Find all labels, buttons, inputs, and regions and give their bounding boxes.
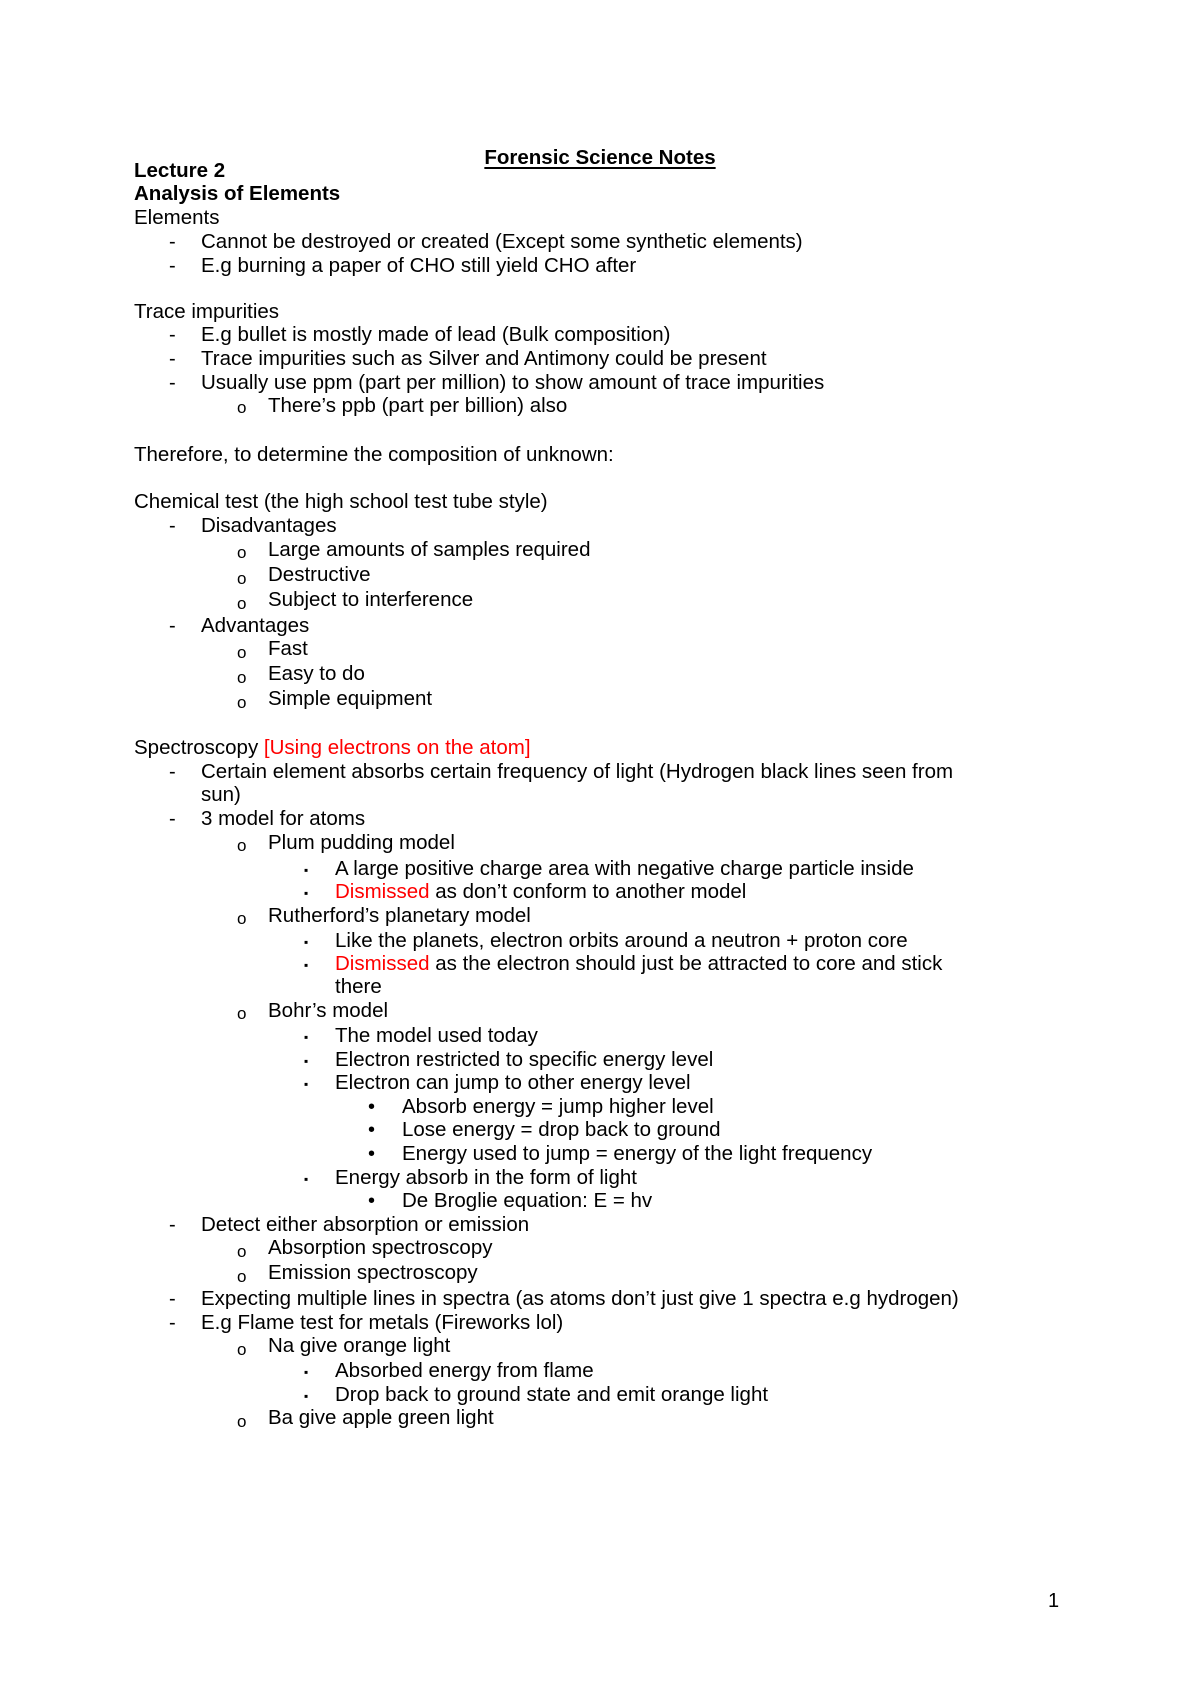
list-item: Cannot be destroyed or created (Except some synthetic elements) <box>201 230 803 253</box>
dash-marker: - <box>169 808 176 830</box>
dash-marker: - <box>169 1288 176 1310</box>
list-item: Electron restricted to specific energy level <box>335 1048 714 1071</box>
square-marker: ▪ <box>304 1077 309 1091</box>
list-item: Rutherford’s planetary model <box>268 904 531 927</box>
list-item: Emission spectroscopy <box>268 1261 478 1284</box>
dismissed-label: Dismissed <box>335 952 430 975</box>
square-marker: ▪ <box>304 935 309 949</box>
lecture-label: Lecture 2 <box>134 159 226 182</box>
list-item: Absorb energy = jump higher level <box>402 1095 714 1118</box>
list-item: Expecting multiple lines in spectra (as atoms don’t just give 1 spectra e.g hydrogen) <box>201 1287 959 1310</box>
circle-marker: o <box>237 909 247 928</box>
list-item: Absorbed energy from flame <box>335 1359 594 1382</box>
list-item: E.g Flame test for metals (Fireworks lol) <box>201 1311 564 1334</box>
list-item: E.g burning a paper of CHO still yield CHO after <box>201 254 637 277</box>
dash-marker: - <box>169 515 176 537</box>
list-item: The model used today <box>335 1024 538 1047</box>
circle-marker: o <box>237 1242 247 1261</box>
list-item: Usually use ppm (part per million) to show amount of trace impurities <box>201 371 825 394</box>
list-item: Plum pudding model <box>268 831 455 854</box>
list-item: Energy absorb in the form of light <box>335 1166 637 1189</box>
circle-marker: o <box>237 836 247 855</box>
square-marker: ▪ <box>304 886 309 900</box>
dash-marker: - <box>169 1312 176 1334</box>
spectroscopy-note: [Using electrons on the atom] <box>263 736 531 759</box>
therefore-text: Therefore, to determine the composition of unknown: <box>134 443 614 466</box>
list-item: Bohr’s model <box>268 999 389 1022</box>
list-item: Ba give apple green light <box>268 1406 494 1429</box>
list-item: Electron can jump to other energy level <box>335 1071 691 1094</box>
circle-marker: o <box>237 643 247 662</box>
list-item: Easy to do <box>268 662 365 685</box>
circle-marker: o <box>237 1004 247 1023</box>
list-item: Absorption spectroscopy <box>268 1236 493 1259</box>
trace-heading: Trace impurities <box>134 300 280 323</box>
square-marker: ▪ <box>304 958 309 972</box>
square-marker: ▪ <box>304 1030 309 1044</box>
list-item: Trace impurities such as Silver and Antimony could be present <box>201 347 767 370</box>
list-item: Fast <box>268 637 308 660</box>
list-item: Drop back to ground state and emit orange light <box>335 1383 769 1406</box>
document-title: Forensic Science Notes <box>484 146 716 169</box>
disadvantages-label: Disadvantages <box>201 514 337 537</box>
circle-marker: o <box>237 1412 247 1431</box>
dash-marker: - <box>169 348 176 370</box>
list-item: Detect either absorption or emission <box>201 1213 530 1236</box>
dash-marker: - <box>169 761 176 783</box>
circle-marker: o <box>237 569 247 588</box>
list-item-continued: sun) <box>201 783 241 806</box>
list-item: A large positive charge area with negative charge particle inside <box>335 857 914 880</box>
square-marker: ▪ <box>304 1365 309 1379</box>
square-marker: ▪ <box>304 1172 309 1186</box>
list-item: Energy used to jump = energy of the light frequency <box>402 1142 873 1165</box>
spectroscopy-title: Spectroscopy <box>134 736 259 759</box>
dot-marker: • <box>368 1119 376 1141</box>
dismissed-label: Dismissed <box>335 880 430 903</box>
circle-marker: o <box>237 398 247 417</box>
list-item: Na give orange light <box>268 1334 451 1357</box>
dash-marker: - <box>169 231 176 253</box>
dash-marker: - <box>169 324 176 346</box>
circle-marker: o <box>237 1340 247 1359</box>
list-item: Large amounts of samples required <box>268 538 591 561</box>
list-item <box>335 879 746 905</box>
dismissed-reason: as don’t conform to another model <box>429 880 747 903</box>
dismissed-reason: as the electron should just be attracted to core and stick <box>429 952 943 975</box>
dash-marker: - <box>169 615 176 637</box>
list-item: Certain element absorbs certain frequency of light (Hydrogen black lines seen from <box>201 760 954 783</box>
list-item-continued: there <box>335 975 382 998</box>
square-marker: ▪ <box>304 1389 309 1403</box>
dot-marker: • <box>368 1096 376 1118</box>
spectroscopy-heading <box>134 735 531 761</box>
circle-marker: o <box>237 668 247 687</box>
circle-marker: o <box>237 1267 247 1286</box>
circle-marker: o <box>237 594 247 613</box>
list-item: Subject to interference <box>268 588 474 611</box>
circle-marker: o <box>237 543 247 562</box>
list-item: Lose energy = drop back to ground <box>402 1118 721 1141</box>
list-item: De Broglie equation: E = hv <box>402 1189 653 1212</box>
dot-marker: • <box>368 1190 376 1212</box>
square-marker: ▪ <box>304 863 309 877</box>
elements-heading: Elements <box>134 206 220 229</box>
list-item: Simple equipment <box>268 687 433 710</box>
list-item: E.g bullet is mostly made of lead (Bulk composition) <box>201 323 671 346</box>
page-number: 1 <box>1048 1590 1060 1612</box>
list-item <box>335 951 942 977</box>
chemical-heading: Chemical test (the high school test tube style) <box>134 490 548 513</box>
dash-marker: - <box>169 255 176 277</box>
dash-marker: - <box>169 1214 176 1236</box>
list-item: Like the planets, electron orbits around a neutron + proton core <box>335 929 908 952</box>
dash-marker: - <box>169 372 176 394</box>
list-item: 3 model for atoms <box>201 807 366 830</box>
advantages-label: Advantages <box>201 614 310 637</box>
square-marker: ▪ <box>304 1054 309 1068</box>
list-item: There’s ppb (part per billion) also <box>268 394 568 417</box>
section-heading: Analysis of Elements <box>134 182 341 205</box>
circle-marker: o <box>237 693 247 712</box>
dot-marker: • <box>368 1143 376 1165</box>
list-item: Destructive <box>268 563 371 586</box>
